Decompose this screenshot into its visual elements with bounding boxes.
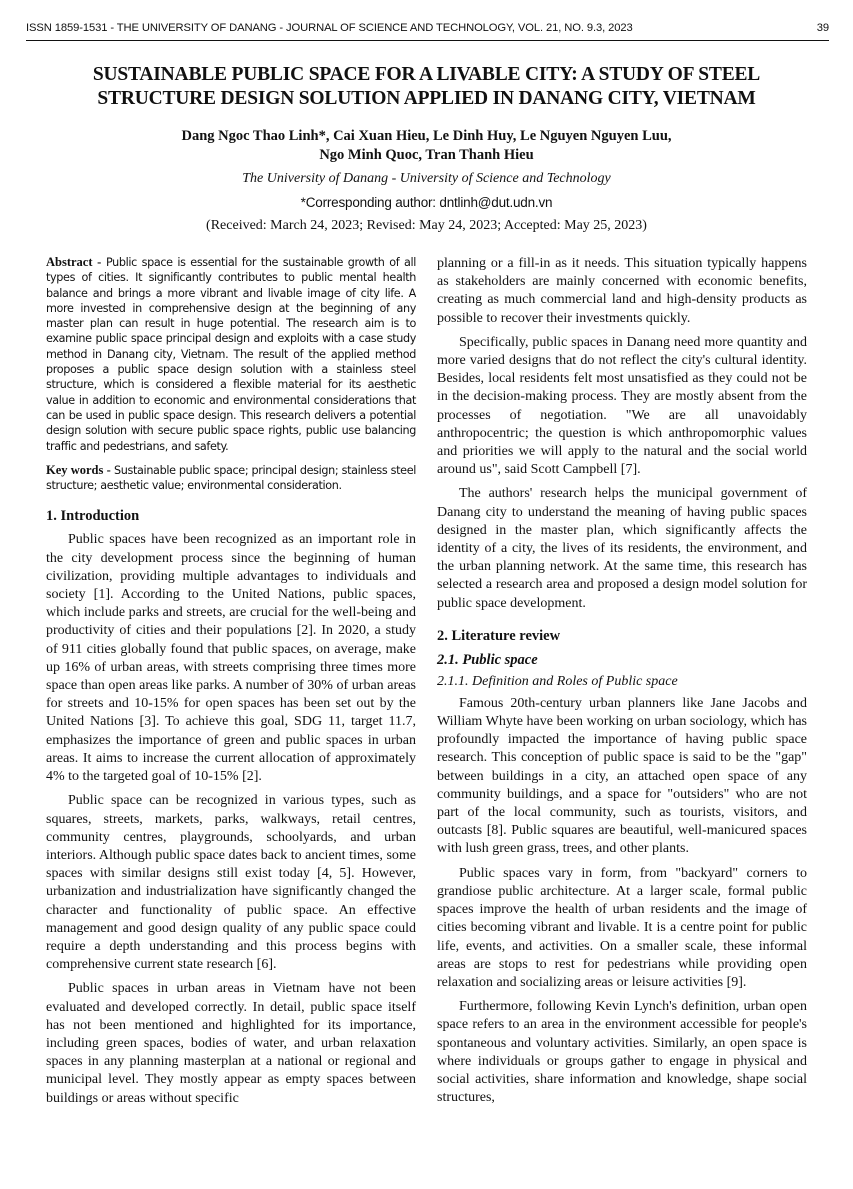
- page-number: 39: [816, 22, 829, 34]
- abstract-label: Abstract -: [46, 255, 102, 269]
- title-block: [40, 63, 813, 235]
- title-line-1: SUSTAINABLE PUBLIC SPACE FOR A LIVABLE CITY: A STUDY OF STEEL: [92, 64, 761, 85]
- right-column: [437, 255, 807, 1113]
- running-header: [26, 22, 829, 41]
- paragraph: Public spaces vary in form, from "backyard" corners to grandiose public architecture. At a larger scale, formal public spaces improve the health of urban residents and the image of cities becoming vibrant and livable. It is a centre point for public life, events, and activities. On a smaller scale, these informal areas are stops to rest for pedestrians while providing open relaxation and socializing areas or leisure activities [9].: [437, 865, 807, 990]
- corresponding-author: *Corresponding author: dntlinh@dut.udn.vn: [300, 195, 553, 210]
- paragraph: Specifically, public spaces in Danang need more quantity and more varied designs that do not reflect the city's cultural identity. Besides, local residents felt most unsatisfied as they could not be in the decision-making process. They are mostly absent from the processes of negotiation. "We are all unavoidably anthropocentric; the question is which anthropomorphic values and priorities we will apply to the natural and the social world around us", said Scott Campbell [7].: [437, 334, 807, 478]
- section-heading-introduction: 1. Introduction: [46, 508, 140, 525]
- title-line-2: STRUCTURE DESIGN SOLUTION APPLIED IN DANANG CITY, VIETNAM: [97, 88, 756, 109]
- section-heading-literature-review: 2. Literature review: [437, 627, 561, 644]
- left-column: [46, 255, 416, 1114]
- abstract: [46, 255, 416, 454]
- paragraph: The authors' research helps the municipal government of Danang city to understand the meaning of having public spaces designed in the master plan, which significantly affects the identity of a city, the lives of its residents, the environment, and the urban planning network. At the same time, this research has selected a research area and proposed a design model solution for public space development.: [437, 486, 807, 611]
- paragraph: Public spaces in urban areas in Vietnam have not been evaluated and developed correctly. In detail, public space itself has not been mentioned and highlighted for its importance, including green spaces, bodies of water, and urban relaxation spaces in any planning masterplan at a national or regional and municipal level. They mostly appear as empty spaces between buildings or areas without specific: [46, 981, 416, 1106]
- paragraph: Public spaces have been recognized as an important role in the city development process since the beginning of human civilization, providing multiple advantages to individuals and society [1]. According to the United Nations, public spaces, which include parks and streets, are crucial for the well-being and productivity of cities and their populations [2]. In 2020, a study of 911 cities globally found that public spaces, on average, make up 16% of urban areas, with streets comprising three times more space than open areas like parks. A number of 30% of urban areas for streets and 10-15% for open spaces has been set out by the United Nations [3]. To achieve this goal, SDG 11, target 11.7, emphasizes the importance of green and public spaces in urban areas. It aims to increase the current allocation of approximately 4% to the targeted goal of 10-15% [2].: [46, 532, 416, 785]
- paper-title: [40, 63, 813, 111]
- paragraph: Furthermore, following Kevin Lynch's definition, urban open space refers to an area in the environment accessible for people's spontaneous and voluntary activities. Similarly, an open space is where individuals or groups gather to engage in physical and social activities, share information and knowledge, shape social structures,: [437, 999, 807, 1106]
- authors-line-2: Ngo Minh Quoc, Tran Thanh Hieu: [319, 147, 534, 163]
- keywords-label: Key words -: [46, 462, 111, 477]
- subsubsection-heading-definition: 2.1.1. Definition and Roles of Public space: [437, 673, 678, 689]
- journal-line: ISSN 1859-1531 - THE UNIVERSITY OF DANANG - JOURNAL OF SCIENCE AND TECHNOLOGY, VOL. 21, NO. 9.3, 2023: [26, 22, 633, 34]
- affiliation: The University of Danang - University of Science and Technology: [242, 171, 611, 186]
- paragraph: Public space can be recognized in various types, such as squares, streets, markets, parks, walkways, retail centres, community centres, playgrounds, schoolyards, and urban interiors. Although public space dates back to ancient times, some spaces with similar designs still exist today [4, 5]. However, urbanization and industrialization have significantly changed the character and functionality of public space. An effective management and good design quality of any public space could require a depth understanding and this process begins with comprehensive current state research [6].: [46, 793, 416, 973]
- authors-line-1: Dang Ngoc Thao Linh*, Cai Xuan Hieu, Le Dinh Huy, Le Nguyen Nguyen Luu,: [181, 128, 672, 144]
- submission-dates: (Received: March 24, 2023; Revised: May 24, 2023; Accepted: May 25, 2023): [206, 218, 647, 233]
- paragraph-continued: planning or a fill-in as it needs. This situation typically happens as stakeholders are mainly concerned with economic benefits, creating as much commercial land and high-density products as possible to recover their investments quickly.: [437, 256, 807, 326]
- abstract-text: Public space is essential for the sustainable growth of all types of cities. It significantly contributes to public mental health balance and brings a more vibrant and livable image of city life. A more invested in comprehensive design at the beginning of any master plan can result in huge potential. The research aim is to examine public space principal design and exploits with a case study method in Danang city, Vietnam. The result of the applied method proposes a public space design solution with a stainless steel structure, which is considered a flexible material for its aesthetic value in addition to economic and environmental considerations that can be used in public space design. This research delivers a potential design solution with secure public space rights, public use balancing traffic and pedestrians, and safety.: [46, 256, 416, 453]
- keywords: [46, 463, 416, 494]
- subsection-heading-public-space: 2.1. Public space: [437, 651, 538, 668]
- authors: [40, 127, 813, 165]
- keywords-text: Sustainable public space; principal design; stainless steel structure; aesthetic value; environmental consideration.: [46, 463, 416, 493]
- paragraph: Famous 20th-century urban planners like Jane Jacobs and William Whyte have been working on urban sociology, which has profoundly impacted the importance of having public space research. This conception of public space is said to be the "gap" between buildings in a city, an attached open space of any community buildings, and a space for "outsiders" who are not part of the local community, such as tourists, visitors, and outcasts [8]. Public squares are beautiful, well-manicured spaces with lush green grass, trees, and other plants.: [437, 695, 807, 857]
